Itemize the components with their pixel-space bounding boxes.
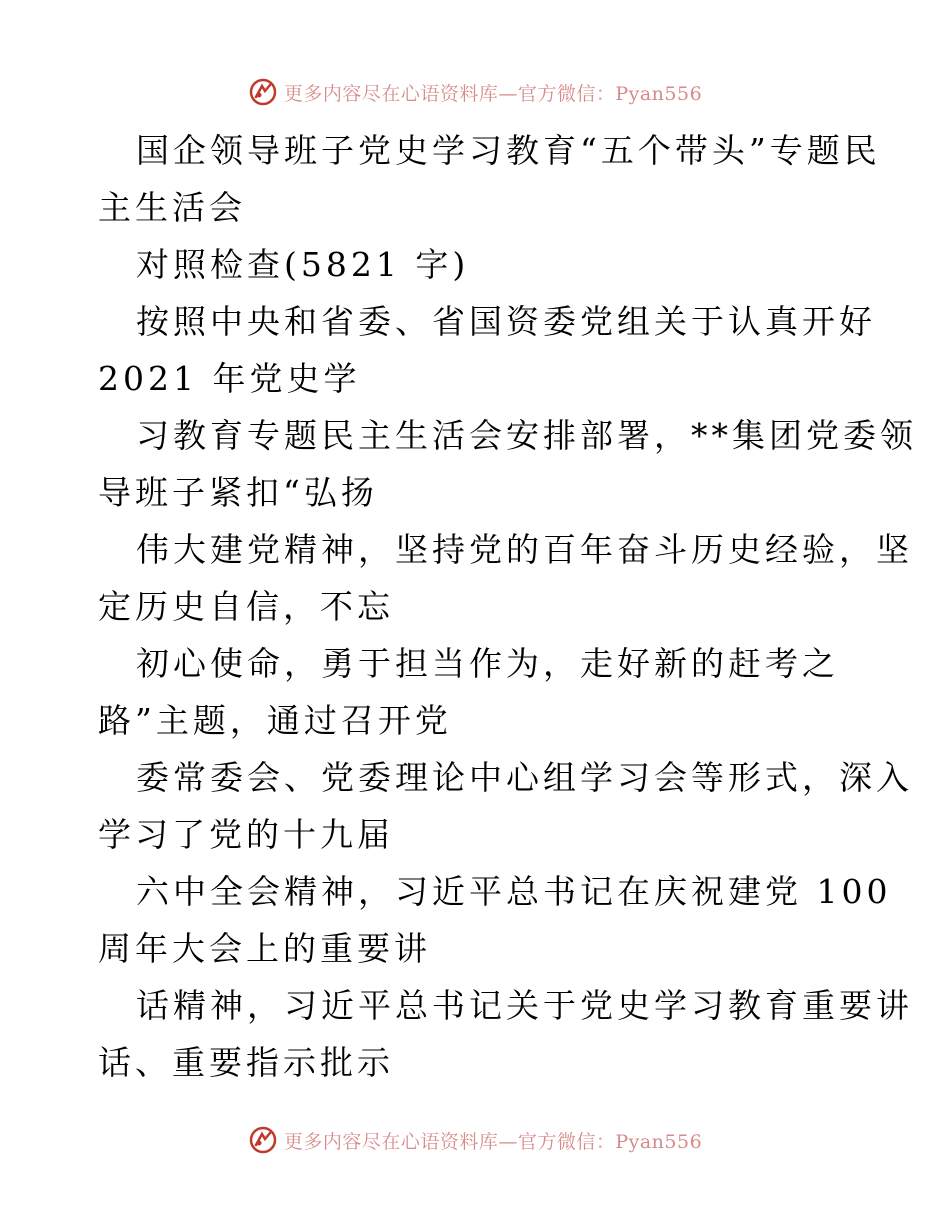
footer-watermark-text: 更多内容尽在心语资料库—官方微信：Pyan556	[283, 1130, 703, 1153]
text-line: 路”主题，通过召开党	[98, 701, 452, 740]
text-line: 委常委会、党委理论中心组学习会等形式，深入	[136, 758, 913, 797]
text-line: 2021 年党史学	[98, 359, 361, 398]
text-line: 学习了党的十九届	[98, 815, 394, 854]
text-line: 习教育专题民主生活会安排部署，**集团党委领	[136, 416, 917, 455]
text-line: 对照检查(5821 字)	[136, 245, 470, 284]
red-seal-logo-icon	[248, 1125, 278, 1155]
text-line: 国企领导班子党史学习教育“五个带头”专题民	[136, 131, 881, 170]
text-line: 初心使命，勇于担当作为，走好新的赶考之	[136, 644, 839, 683]
header-watermark-text: 更多内容尽在心语资料库—官方微信：Pyan556	[283, 82, 703, 105]
text-line: 周年大会上的重要讲	[98, 929, 431, 968]
text-line: 伟大建党精神，坚持党的百年奋斗历史经验，坚	[136, 530, 913, 569]
red-seal-logo-icon	[248, 77, 278, 107]
text-line: 定历史自信，不忘	[98, 587, 394, 626]
text-line: 导班子紧扣“弘扬	[98, 473, 378, 512]
footer-watermark	[0, 1120, 950, 1160]
text-line: 主生活会	[98, 188, 246, 227]
text-line: 六中全会精神，习近平总书记在庆祝建党 100	[136, 872, 892, 911]
header-watermark	[0, 72, 950, 112]
text-line: 话、重要指示批示	[98, 1043, 394, 1082]
text-line: 话精神，习近平总书记关于党史学习教育重要讲	[136, 986, 913, 1025]
document-body	[98, 122, 917, 1091]
text-line: 按照中央和省委、省国资委党组关于认真开好	[136, 302, 876, 341]
